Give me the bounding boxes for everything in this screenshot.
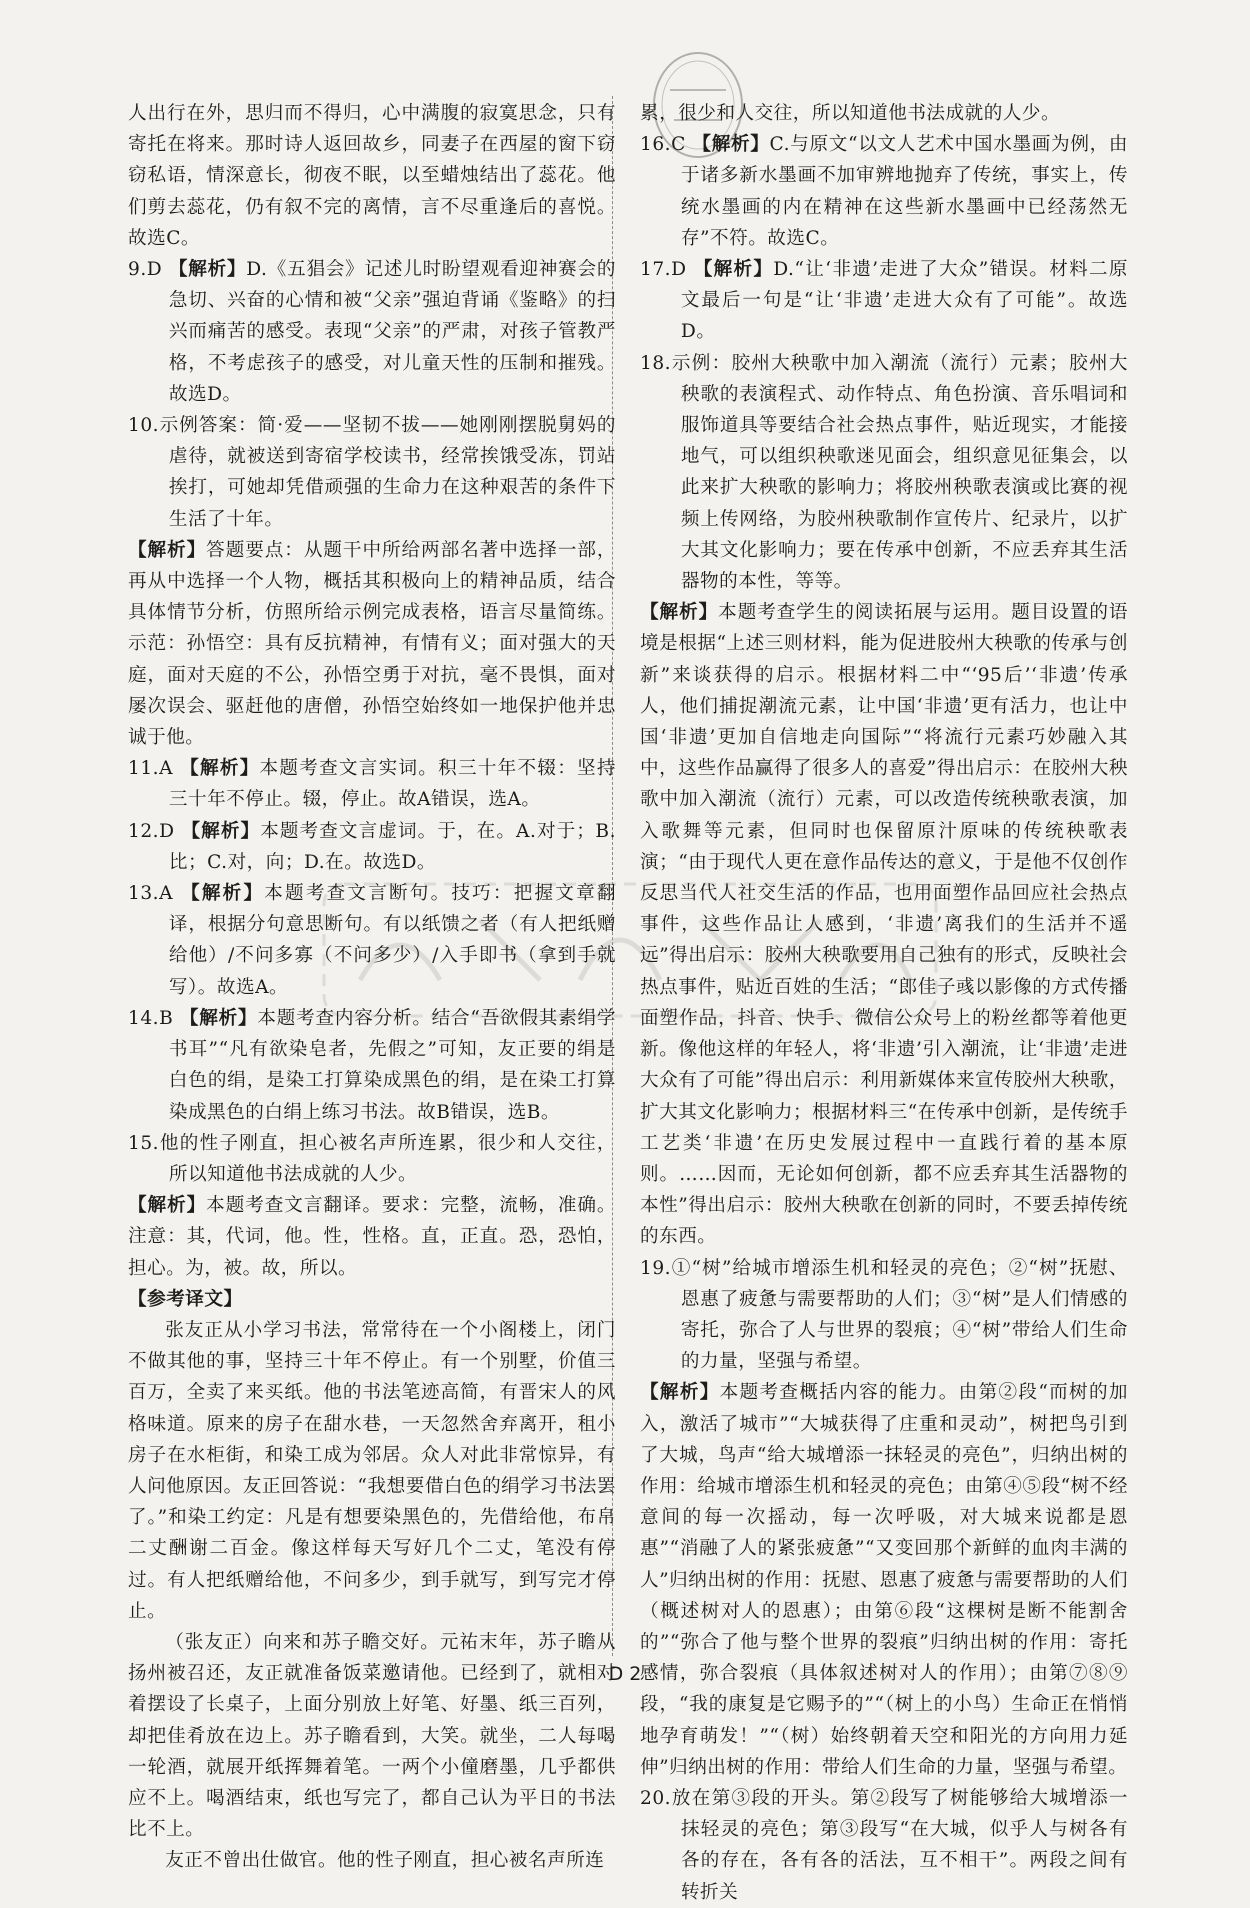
reference-translation-p1: 张友正从小学习书法，常常待在一个小阁楼上，闭门不做其他的事，坚持三十年不停止。有一个别墅，价值三百万，全卖了来买纸。他的书法笔迹高简，有晋宋人的风格味道。原来的房子在甜水巷，一天忽然舍弃离开，租小房子在水柜街，和染工成为邻居。众人对此非常惊异，有人问他原因。友正回答说：“我想要借白色的绢学习书法罢了。”和染工约定：凡是有想要染黑色的，先借给他，布帛二丈酬谢二百金。像这样每天写好几个二丈，笔没有停过。有人把纸赠给他，不问多少，到手就写，到写完才停止。	[128, 1319, 616, 1622]
q15-analysis	[128, 1190, 616, 1284]
q13-analysis-tag: 【解析】	[181, 883, 265, 905]
q14-number: 14.B	[128, 1007, 174, 1029]
q18-analysis	[640, 597, 1128, 1252]
q19-answer	[640, 1253, 1128, 1378]
reference-translation-p3: 友正不曾出仕做官。他的性子刚直，担心被名声所连	[165, 1850, 605, 1872]
q18-text: 示例：胶州大秧歌中加入潮流（流行）元素；胶州大秧歌的表演程式、动作特点、角色扮演、音乐唱词和服饰道具等要结合社会热点事件，贴近现实，才能接地气，可以组织秧歌迷见面会，组织意见征集会，以此来扩大秧歌的影响力；将胶州秧歌表演或比赛的视频上传网络，为胶州秧歌制作宣传片、纪录片，以扩大其文化影响力；要在传承中创新，不应丢弃其生活器物的本性，等等。	[671, 352, 1128, 593]
q10-analysis-text: 答题要点：从题干中所给两部名著中选择一部，再从中选择一个人物，概括其积极向上的精神品质，结合具体情节分析，仿照所给示例完成表格，语言尽量简练。示范：孙悟空：具有反抗精神，有情有义；面对强大的天庭，面对天庭的不公，孙悟空勇于对抗，毫不畏惧，面对屡次误会、驱赶他的唐僧，孙悟空始终如一地保护他并忠诚于他。	[128, 539, 616, 749]
q17-analysis: D.“让‘非遗’走进了大众”错误。材料二原文最后一句是“让‘非遗’走进大众有了可能”。故选D。	[680, 259, 1128, 343]
q9-number: 9.D	[128, 259, 163, 281]
q15-analysis-tag: 【解析】	[128, 1195, 207, 1217]
q19-analysis-text: 本题考查概括内容的能力。由第②段“而树的加入，激活了城市”“大城获得了庄重和灵动”，树把鸟引到了大城，鸟声“给大城增添一抹轻灵的亮色”，归纳出树的作用：给城市增添生机和轻灵的亮色；由第④⑤段“树不经意间的每一次摇动，每一次呼吸，对大城来说都是恩惠”“消融了人的紧张疲惫”“又变回那个新鲜的血肉丰满的人”归纳出树的作用：抚慰、恩惠了疲惫与需要帮助的人们（概述树对人的恩惠）；由第⑥段“这棵树是断不能割舍的”“弥合了他与整个世界的裂痕”归纳出树的作用：寄托感情，弥合裂痕（具体叙述树对人的作用）；由第⑦⑧⑨段，“我的康复是它赐予的”“（树上的小鸟）生命正在悄悄地孕育萌发！”“（树）始终朝着天空和阳光的方向用力延伸”归纳出树的作用：带给人们生命的力量，坚强与希望。	[640, 1382, 1128, 1778]
q20-answer	[640, 1783, 1128, 1908]
q18-analysis-text: 本题考查学生的阅读拓展与运用。题目设置的语境是根据“上述三则材料，能为促进胶州大秧歌的传承与创新”来谈获得的启示。根据材料二中“‘95后’‘非遗’传承人，他们捕捉潮流元素，让中国‘非遗’更有活力，也让中国‘非遗’更加自信地走向国际”“将流行元素巧妙融入其中，这些作品赢得了很多人的喜爱”得出启示：在胶州大秧歌中加入潮流（流行）元素，可以改造传统秧歌表演，加入歌舞等元素，但同时也保留原汁原味的传统秧歌表演；“由于现代人更在意作品传达的意义，于是他不仅创作反思当代人社交生活的作品，也用面塑作品回应社会热点事件，这些作品让人感到，‘非遗’离我们的生活并不遥远”得出启示：胶州大秧歌要用自己独有的形式，反映社会热点事件，贴近百姓的生活；“郎佳子彧以影像的方式传播面塑作品，抖音、快手、微信公众号上的粉丝都等着他更新。像他这样的年轻人，将‘非遗’引入潮流，让‘非遗’走进大众有了可能”得出启示：利用新媒体来宣传胶州大秧歌，扩大其文化影响力；根据材料三“在传承中创新，是传统手工艺类‘非遗’在历史发展过程中一直践行着的基本原则。……因而，无论如何创新，都不应丢弃其生活器物的本性”得出启示：胶州大秧歌在创新的同时，不要丢掉传统的东西。	[640, 602, 1128, 1248]
q10-text: 示例答案：简·爱——坚韧不拔——她刚刚摆脱舅妈的虐待，就被送到寄宿学校读书，经常挨饿受冻，罚站挨打，可她却凭借顽强的生命力在这种艰苦的条件下生活了十年。	[159, 415, 616, 530]
q10-analysis	[128, 535, 616, 753]
q19-analysis	[640, 1377, 1128, 1783]
q16-number: 16.C	[640, 134, 686, 156]
q19-number: 19.	[640, 1257, 672, 1279]
reference-translation-p2: （张友正）向来和苏子瞻交好。元祐末年，苏子瞻从扬州被召还，友正就准备饭菜邀请他。已经到了，就相对着摆设了长桌子，上面分别放上好笔、好墨、纸三百列，却把佳肴放在边上。苏子瞻看到，大笑。就坐，二人每喝一轮酒，就展开纸挥舞着笔。一两个小僮磨墨，几乎都供应不上。喝酒结束，纸也写完了，都自己认为平日的书法比不上。	[128, 1631, 616, 1841]
q10-number: 10.	[128, 415, 160, 437]
q15-text: 他的性子刚直，担心被名声所连累，很少和人交往，所以知道他书法成就的人少。	[159, 1132, 616, 1185]
q11-answer	[128, 753, 616, 815]
q18-analysis-tag: 【解析】	[640, 602, 719, 624]
q14-answer	[128, 1003, 616, 1128]
q11-number: 11.A	[128, 758, 173, 780]
q20-number: 20.	[640, 1787, 672, 1809]
q11-analysis: 本题考查文言实词。积三十年不辍：坚持三十年不停止。辍，停止。故A错误，选A。	[168, 758, 616, 811]
q16-analysis: C.与原文“以文人艺术中国水墨画为例，由于诸多新水墨画不加审辨地抛弃了传统，事实上，传统水墨画的内在精神在这些新水墨画中已经荡然无存”不符。故选C。	[680, 134, 1128, 249]
q12-analysis-tag: 【解析】	[181, 820, 261, 842]
q15-answer	[128, 1128, 616, 1190]
q19-text: ①“树”给城市增添生机和轻灵的亮色；②“树”抚慰、恩惠了疲惫与需要帮助的人们；③“树”是人们情感的寄托，弥合了人与世界的裂痕；④“树”带给人们生命的力量，坚强与希望。	[671, 1257, 1128, 1373]
q15-number: 15.	[128, 1132, 160, 1154]
left-column	[128, 98, 616, 1877]
q14-analysis: 本题考查内容分析。结合“吾欲假其素绢学书耳”“凡有欲染皂者，先假之”可知，友正要的绢是白色的绢，是染工打算染成黑色的绢，是在染工打算染成黑色的白绢上练习书法。故B错误，选B。	[168, 1007, 616, 1123]
right-column	[640, 98, 1128, 1908]
q17-answer	[640, 254, 1128, 348]
q9-answer	[128, 254, 616, 410]
page-number: D 2	[608, 1663, 642, 1685]
q12-number: 12.D	[128, 820, 175, 842]
q8-continued-text: 人出行在外，思归而不得归，心中满腹的寂寞思念，只有寄托在将来。那时诗人返回故乡，同妻子在西屋的窗下窃窃私语，情深意长，彻夜不眠，以至蜡烛结出了蕊花。他们剪去蕊花，仍有叙不完的离情，言不尽重逢后的喜悦。故选C。	[128, 103, 616, 249]
q13-number: 13.A	[128, 883, 173, 905]
q18-answer	[640, 348, 1128, 598]
q13-answer	[128, 878, 616, 1003]
q16-answer	[640, 129, 1128, 254]
translation-continued-text: 累，很少和人交往，所以知道他书法成就的人少。	[640, 103, 1061, 124]
q10-answer	[128, 410, 616, 535]
q17-analysis-tag: 【解析】	[693, 259, 774, 281]
q10-analysis-tag: 【解析】	[128, 539, 207, 561]
q9-analysis-tag: 【解析】	[168, 259, 247, 281]
q12-analysis: 本题考查文言虚词。于，在。A.对于；B.比；C.对，向；D.在。故选D。	[168, 820, 616, 873]
q19-analysis-tag: 【解析】	[640, 1382, 720, 1404]
q14-analysis-tag: 【解析】	[179, 1007, 258, 1029]
q16-analysis-tag: 【解析】	[692, 134, 770, 156]
q15-analysis-text: 本题考查文言翻译。要求：完整，流畅，准确。注意：其，代词，他。性，性格。直，正直。恐，恐怕，担心。为，被。故，所以。	[128, 1195, 616, 1279]
q9-analysis: D.《五猖会》记述儿时盼望观看迎神赛会的急切、兴奋的心情和被“父亲”强迫背诵《鉴略》的扫兴而痛苦的感受。表现“父亲”的严肃，对孩子管教严格，不考虑孩子的感受，对儿童天性的压制和摧残。故选D。	[168, 259, 616, 405]
q20-text: 放在第③段的开头。第②段写了树能够给大城增添一抹轻灵的亮色；第③段写“在大城，似乎人与树各有各的存在，各有各的活法，互不相干”。两段之间有转折关	[671, 1787, 1128, 1903]
q17-number: 17.D	[640, 259, 687, 281]
q13-analysis: 本题考查文言断句。技巧：把握文章翻译，根据分句意思断句。有以纸馈之者（有人把纸赠给他）/不问多寡（不问多少）/入手即书（拿到手就写）。故选A。	[168, 883, 616, 998]
reference-translation-title: 【参考译文】	[128, 1288, 243, 1310]
q12-answer	[128, 816, 616, 878]
q18-number: 18.	[640, 352, 672, 374]
q11-analysis-tag: 【解析】	[180, 758, 260, 780]
